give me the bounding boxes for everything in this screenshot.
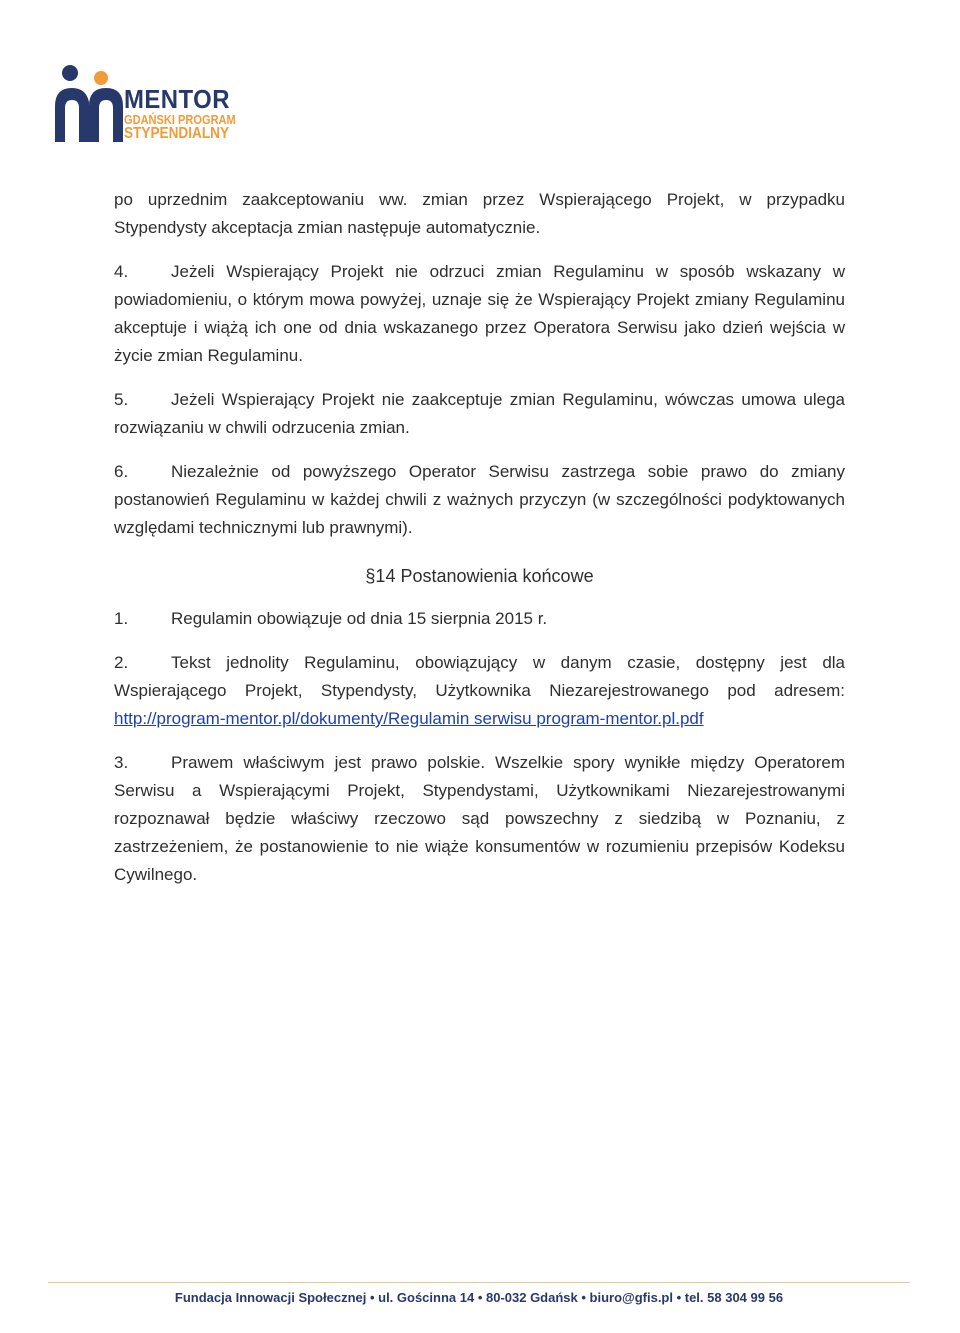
paragraph-number: 1. (114, 609, 129, 628)
logo-subtitle-2: STYPENDIALNY (124, 125, 230, 142)
footer-contact: Fundacja Innowacji Społecznej • ul. Gościnna 14 • 80-032 Gdańsk • biuro@gfis.pl • tel. 58 304 99 56 (174, 1290, 784, 1305)
paragraph-number: 4. (114, 262, 129, 281)
final-paragraph-3 (114, 749, 845, 889)
document-body (114, 186, 845, 905)
logo-head-orange (94, 71, 108, 85)
paragraph-number: 6. (114, 462, 129, 481)
final-paragraph-2 (114, 649, 845, 733)
paragraph-number: 5. (114, 390, 129, 409)
paragraph-text: po uprzednim zaakceptowaniu ww. zmian przez Wspierającego Projekt, w przypadku Stypendysty akceptacja zmian następuje automatycznie. (114, 190, 845, 237)
paragraph-text: Jeżeli Wspierający Projekt nie zaakceptuje zmian Regulaminu, wówczas umowa ulega rozwiązaniu w chwili odrzucenia zmian. (114, 390, 845, 437)
paragraph-text: Regulamin obowiązuje od dnia 15 sierpnia 2015 r. (171, 609, 548, 628)
logo-body-right (89, 88, 123, 142)
paragraph-number: 2. (114, 653, 129, 672)
regulations-link[interactable]: http://program-mentor.pl/dokumenty/Regulamin serwisu program-mentor.pl.pdf (114, 709, 704, 728)
logo-title: MENTOR (124, 84, 230, 114)
paragraph-text: Niezależnie od powyższego Operator Serwisu zastrzega sobie prawo do zmiany postanowień Regulaminu w każdej chwili z ważnych przyczyn (w szczególności podyktowanych względami technicznymi lub prawnymi). (114, 462, 845, 537)
paragraph-text: Jeżeli Wspierający Projekt nie odrzuci zmian Regulaminu w sposób wskazany w powiadomieniu, o którym mowa powyżej, uznaje się że Wspierający Projekt zmiany Regulaminu akceptuje i wiążą ich one od dnia wskazanego przez Operatora Serwisu jako dzień wejścia w życie zmian Regulaminu. (114, 262, 845, 365)
footer-divider (48, 1282, 910, 1283)
paragraph-5 (114, 386, 845, 442)
paragraph-number: 3. (114, 753, 129, 772)
paragraph-continuation (114, 186, 845, 242)
paragraph-text: Prawem właściwym jest prawo polskie. Wszelkie spory wynikłe między Operatorem Serwisu a Wspierającymi Projekt, Stypendystami, Użytkownikami Niezarejestrowanymi rozpoznawał będzie właściwy rzeczowo sąd powszechny z siedzibą w Poznaniu, z zastrzeżeniem, że postanowienie to nie wiąże konsumentów w rozumieniu przepisów Kodeksu Cywilnego. (114, 753, 845, 884)
section-heading: §14 Postanowienia końcowe (365, 566, 594, 586)
final-paragraph-1 (114, 605, 845, 633)
paragraph-4 (114, 258, 845, 370)
logo-head-left (62, 65, 78, 81)
logo-body-left (55, 88, 89, 142)
paragraph-text: Tekst jednolity Regulaminu, obowiązujący w danym czasie, dostępny jest dla Wspierającego Projekt, Stypendysty, Użytkownika Niezarejestrowanego pod adresem: (114, 653, 845, 700)
paragraph-6 (114, 458, 845, 542)
logo-subtitle-1: GDAŃSKI PROGRAM (124, 112, 236, 127)
